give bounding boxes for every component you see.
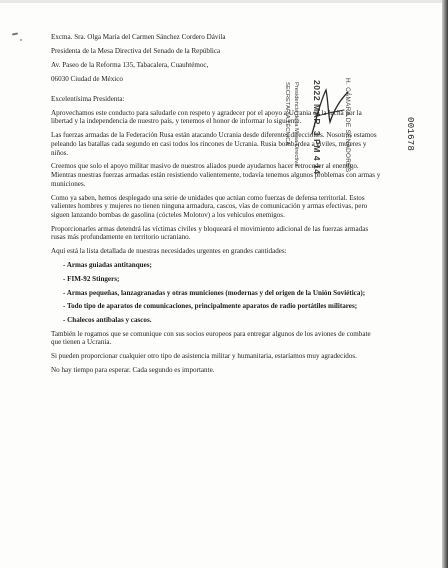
needs-list [51,261,381,325]
paragraph-6: También le rogamos que se comunique con sus socios europeos para entregar algunos de los aviones de combate que tienen a Ucrania. [51,329,371,347]
paragraph-1: Aprovechamos este conducto para saludarle con respeto y agradecer por el apoyo a Ucrania en la lucha por la libertad y la independencia de nuestro país, y tenemos el honor de informar lo siguiente. [51,108,362,126]
handwritten-initials [304,82,354,140]
addressee-block [51,33,381,83]
paragraph-3: Creemos que solo el apoyo militar masivo de nuestros aliados puede ayudarnos hacer retroceder al enemigo. Mientras nuestras fuerzas armadas están resistiendo valientemente, todavía tenemos algunos problemas con armas y municiones. [51,162,381,188]
needs-item: - FIM-92 Stingers; [63,275,381,284]
scan-dust-dot [20,39,22,41]
stamp-date: 2022 MAR. 3 PM 4 14 [312,80,322,175]
paragraph-2: Las fuerzas armadas de la Federación Rusa están atacando Ucrania desde diferentes direcciones. Nosotros estamos peleando las batallas cada segundo en casi todos los rincones de Ucrania. Rusia bombardea a civiles, mujeres y niños. [51,131,377,157]
needs-item: - Armas pequeñas, lanzagranadas y otras municiones (modernas y del origen de la Unión Soviética); [63,289,381,298]
scan-dust-mark [12,32,18,35]
stamp-unit: SECRETARÍA TÉCNICA [284,82,290,146]
list-intro: Aquí está la lista detallada de nuestras necesidades urgentes en grandes cantidades: [51,247,287,256]
scan-shadow-right [442,0,448,568]
stamp-office: Presidencia de la Mesa Directiva [293,82,299,167]
paragraph-7: Si pueden proporcionar cualquier otro tipo de asistencia militar y humanitaria, estaríamos muy agradecidos. [51,352,357,361]
folio-number: 001678 [405,117,415,152]
scan-shadow-top [0,0,448,3]
addressee-street: Av. Paseo de la Reforma 135, Tabacalera, Cuauhtémoc, [51,60,209,69]
addressee-title: Presidenta de la Mesa Directiva del Senado de la República [51,46,221,55]
closing-line: No hay tiempo para esperar. Cada segundo es importante. [51,366,215,375]
greeting: Excelentísima Presidenta: [51,95,125,104]
paragraph-5: Proporcionarles armas detendrá las víctimas civiles y bloqueará el movimiento adicional de las fuerzas armadas rusas más profundamente en territorio ucraniano. [51,224,369,242]
paragraph-4: Como ya saben, hemos desplegado una serie de unidades que actúan como fuerzas de defensa territorial. Estos valientes hombres y mujeres no tienen ninguna armadura, cascos, vías de comunicación y armas efectivas, pero siguen lanzando bombas de gasolina (cócteles Molotov) a los vehículos enemigos. [51,193,368,219]
addressee-name: Excma. Sra. Olga María del Carmen Sánchez Cordero Dávila [51,33,226,41]
addressee-city: 06030 Ciudad de México [51,74,123,83]
stamp-institution: H. CÁMARA DE SENADORES [344,78,351,173]
needs-item: - Armas guiadas antitanques; [63,261,381,270]
needs-item: - Todo tipo de aparatos de comunicaciones, principalmente aparatos de radio portátiles militares; [63,302,381,311]
needs-item: - Chalecos antibalas y cascos. [63,316,381,325]
